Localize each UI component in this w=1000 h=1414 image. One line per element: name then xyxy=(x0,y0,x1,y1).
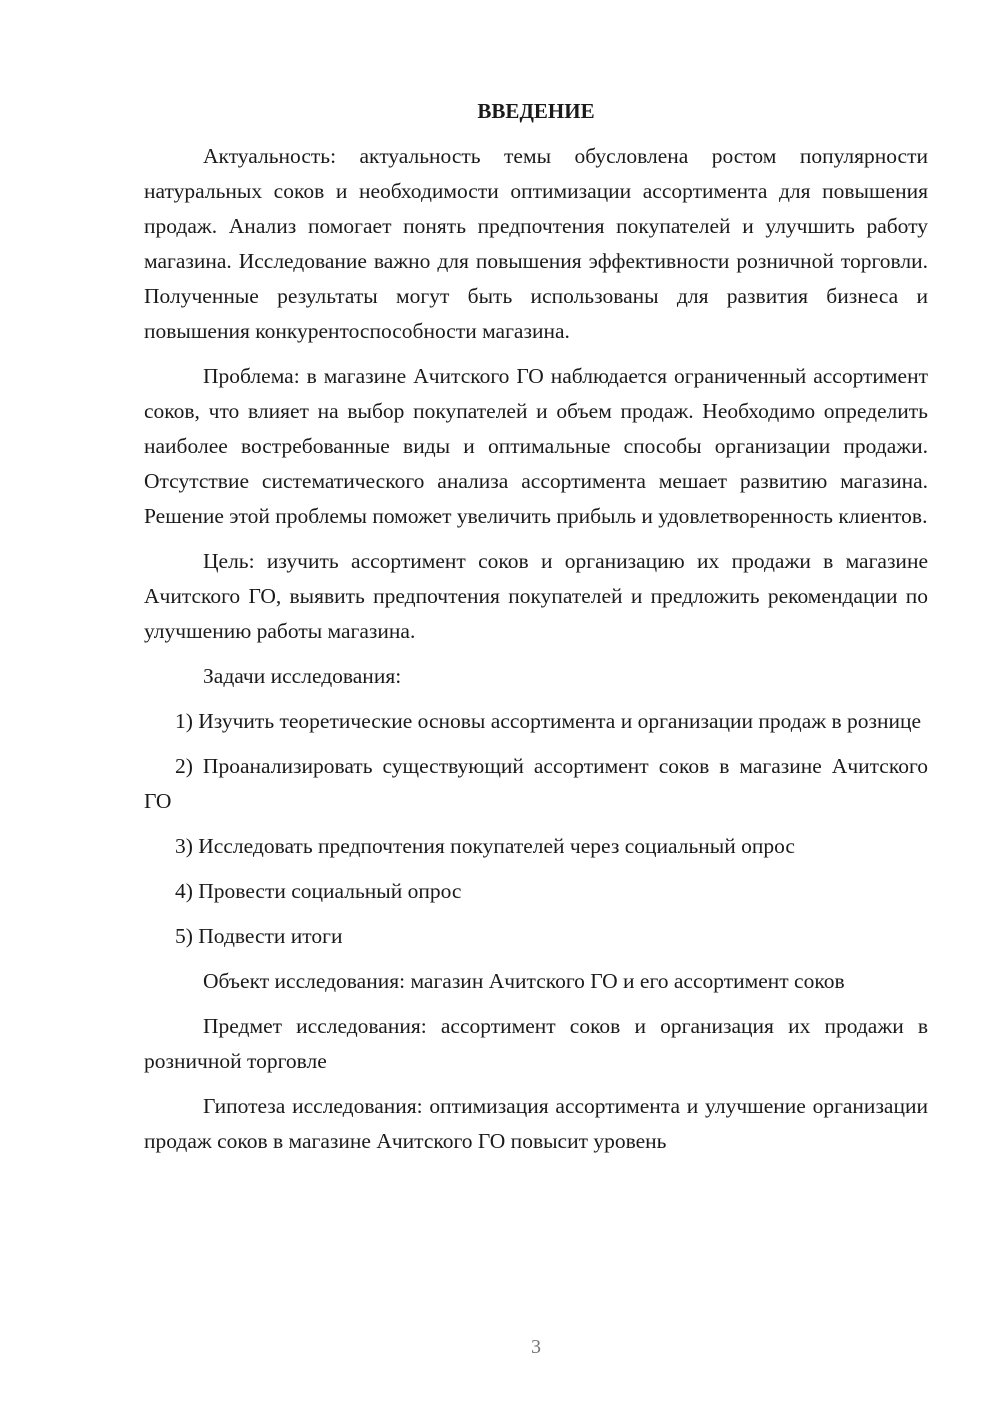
task-item-3: 3) Исследовать предпочтения покупателей через социальный опрос xyxy=(175,834,795,858)
section-title: ВВЕДЕНИЕ xyxy=(477,99,595,123)
object-paragraph: Объект исследования: магазин Ачитского ГО и его ассортимент соков xyxy=(203,969,845,993)
document-body xyxy=(144,94,928,1169)
hypothesis-paragraph: Гипотеза исследования: оптимизация ассортимента и улучшение организации продаж соков в магазине Ачитского ГО повысит уровень xyxy=(144,1094,928,1153)
relevance-paragraph: Актуальность: актуальность темы обусловлена ростом популярности натуральных соков и необходимости оптимизации ассортимента для повышения продаж. Анализ помогает понять предпочтения покупателей и улучшить работу магазина. Исследование важно для повышения эффективности розничной торговли. Полученные результаты могут быть использованы для развития бизнеса и повышения конкурентоспособности магазина. xyxy=(144,144,928,343)
task-item-4: 4) Провести социальный опрос xyxy=(175,879,462,903)
tasks-heading: Задачи исследования: xyxy=(203,664,402,688)
page-number: 3 xyxy=(531,1336,541,1358)
subject-paragraph: Предмет исследования: ассортимент соков и организация их продажи в розничной торговле xyxy=(144,1014,928,1073)
task-item-2: 2) Проанализировать существующий ассортимент соков в магазине Ачитского ГО xyxy=(144,754,928,813)
task-item-5: 5) Подвести итоги xyxy=(175,924,343,948)
task-item-1: 1) Изучить теоретические основы ассортимента и организации продаж в рознице xyxy=(175,709,922,733)
goal-paragraph: Цель: изучить ассортимент соков и организацию их продажи в магазине Ачитского ГО, выявить предпочтения покупателей и предложить рекомендации по улучшению работы магазина. xyxy=(144,549,928,643)
problem-paragraph: Проблема: в магазине Ачитского ГО наблюдается ограниченный ассортимент соков, что влияет на выбор покупателей и объем продаж. Необходимо определить наиболее востребованные виды и оптимальные способы организации продажи. Отсутствие систематического анализа ассортимента мешает развитию магазина. Решение этой проблемы поможет увеличить прибыль и удовлетворенность клиентов. xyxy=(144,364,928,528)
